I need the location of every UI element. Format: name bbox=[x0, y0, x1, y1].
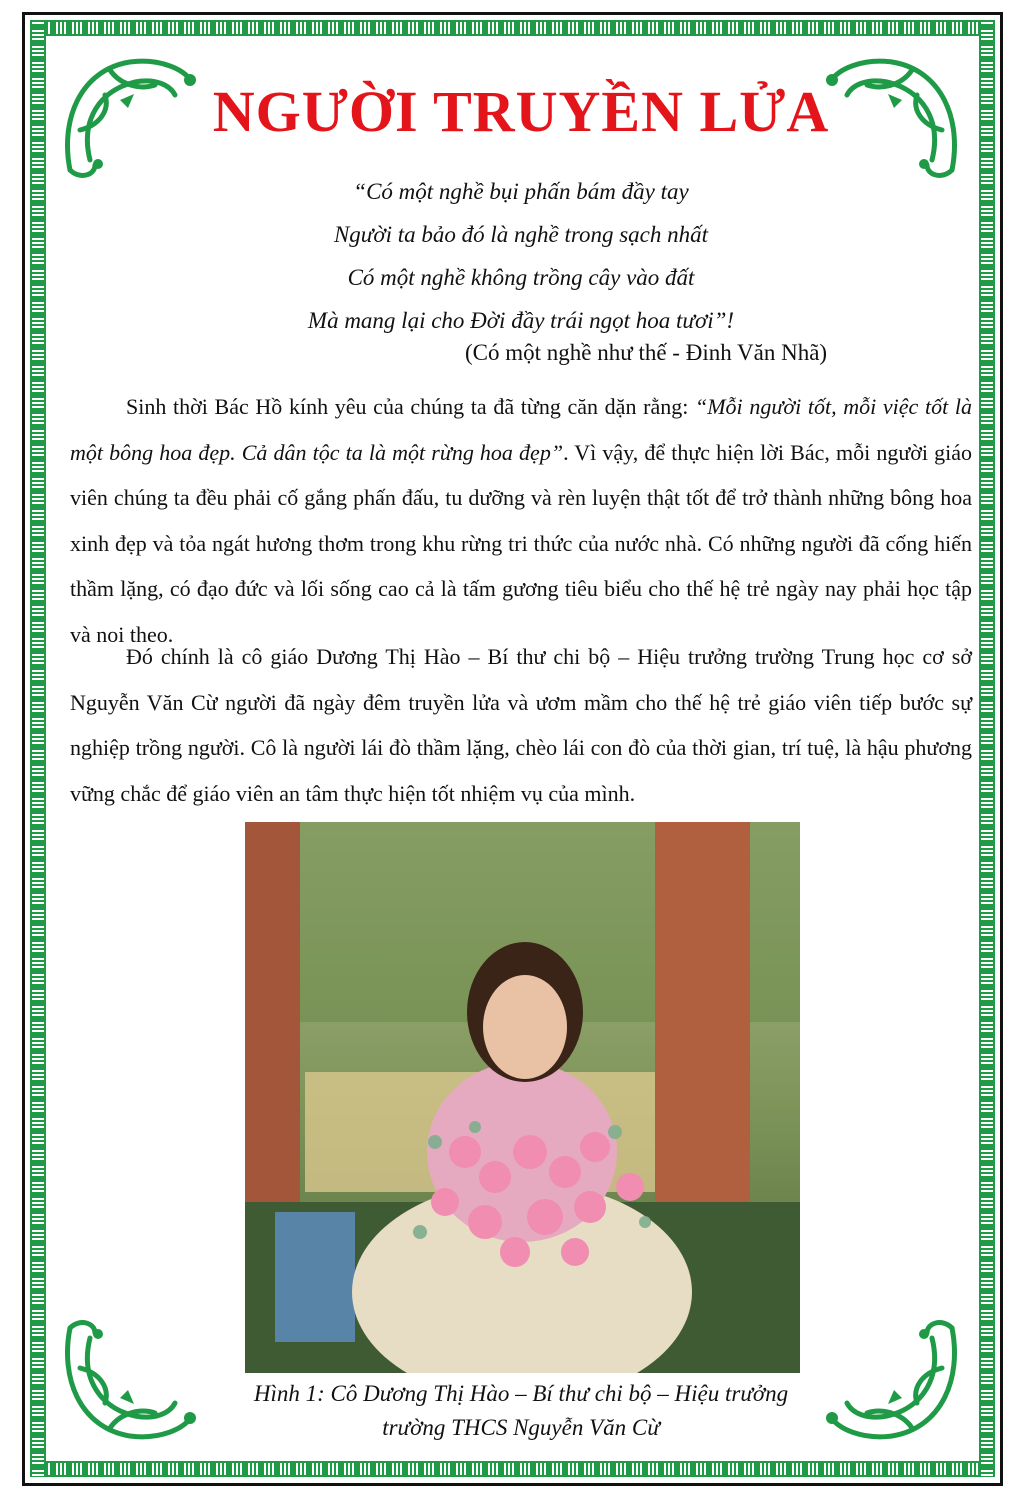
figure-caption bbox=[70, 1377, 972, 1445]
teacher-photo bbox=[245, 822, 800, 1373]
poem-line: Có một nghề không trồng cây vào đất bbox=[347, 265, 695, 290]
poem-line: Mà mang lại cho Đời đầy trái ngọt hoa tươi”! bbox=[307, 308, 735, 333]
paragraph-1 bbox=[70, 384, 972, 658]
border-right-pattern bbox=[979, 20, 995, 1477]
border-bottom-pattern bbox=[30, 1461, 995, 1477]
poem-source: (Có một nghề như thế - Đinh Văn Nhã) bbox=[465, 340, 828, 365]
poem bbox=[70, 170, 972, 342]
poem-line: “Có một nghề bụi phấn bám đầy tay bbox=[353, 179, 689, 204]
border-top-pattern bbox=[30, 20, 995, 36]
poem-line: Người ta bảo đó là nghề trong sạch nhất bbox=[333, 222, 709, 247]
paragraph-1-start: Sinh thời Bác Hồ kính yêu của chúng ta đã từng căn dặn rằng: bbox=[126, 394, 695, 419]
paragraph-1-quote: “Mỗi người tốt, mỗi việc tốt là một bông hoa đẹp. Cả dân tộc ta là một rừng hoa đẹp” bbox=[70, 394, 972, 465]
paragraph-2: Đó chính là cô giáo Dương Thị Hào – Bí thư chi bộ – Hiệu trưởng trường Trung học cơ sở Nguyễn Văn Cừ người đã ngày đêm truyền lửa và ươm mầm cho thế hệ trẻ giáo viên tiếp bước sự nghiệp trồng người. Cô là người lái đò thầm lặng, chèo lái con đò của thời gian, trí tuệ, là hậu phương vững chắc để giáo viên an tâm thực hiện tốt nhiệm vụ của mình. bbox=[70, 644, 972, 806]
paragraph-1-end: . Vì vậy, để thực hiện lời Bác, mỗi người giáo viên chúng ta đều phải cố gắng phấn đấu, tu dưỡng và rèn luyện thật tốt để trở thành những bông hoa xinh đẹp và tỏa ngát hương thơm trong khu rừng tri thức của nước nhà. Có những người đã cống hiến thầm lặng, có đạo đức và lối sống cao cả là tấm gương tiêu biểu cho thế hệ trẻ ngày nay phải học tập và noi theo. bbox=[70, 439, 972, 647]
page-title: NGƯỜI TRUYỀN LỬA bbox=[212, 79, 830, 144]
caption-line-1: Hình 1: Cô Dương Thị Hào – Bí thư chi bộ – Hiệu trưởng bbox=[253, 1381, 789, 1406]
caption-line-2: trường THCS Nguyễn Văn Cừ bbox=[382, 1415, 660, 1440]
border-left-pattern bbox=[30, 20, 46, 1477]
